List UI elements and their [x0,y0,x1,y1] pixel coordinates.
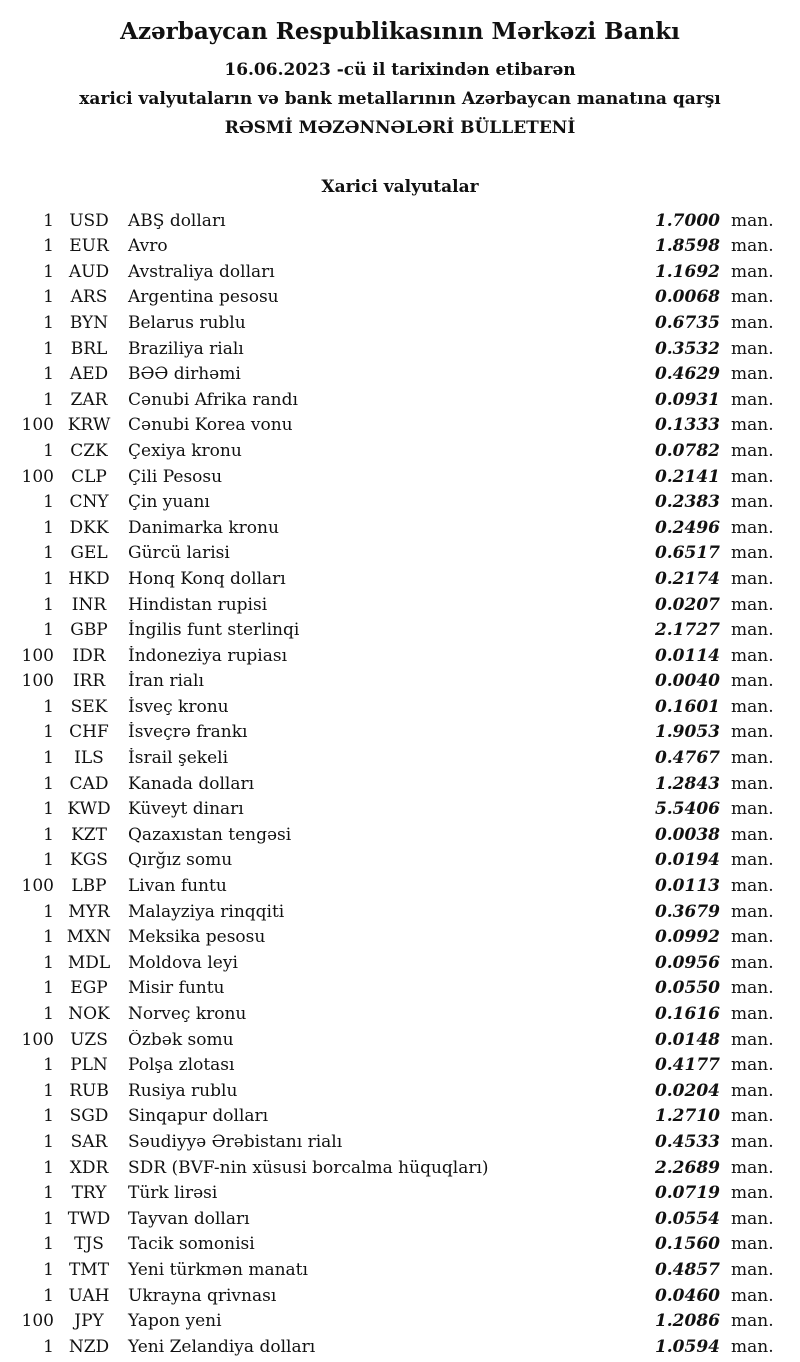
rate-quantity: 1 [43,1080,54,1101]
currency-code: MDL [67,952,111,973]
currency-name: Qazaxıstan tengəsi [128,824,292,845]
currency-name: Moldova leyi [128,952,238,973]
currency-code: KWD [67,799,111,820]
rate-row [14,492,772,518]
unit-label: man. [731,261,774,282]
unit-label: man. [731,671,774,692]
currency-code: CHF [69,722,109,743]
unit-label: man. [731,1336,774,1357]
rate-row [14,953,772,979]
unit-label: man. [731,773,774,794]
currency-code: ZAR [70,389,108,410]
unit-label: man. [731,850,774,871]
unit-label: man. [731,312,774,333]
currency-code: CNY [69,492,109,513]
rate-value: 2.2689 [654,1157,720,1178]
rate-row [14,671,772,697]
rate-quantity: 1 [43,978,54,999]
rate-row [14,722,772,748]
rate-quantity: 1 [43,1055,54,1076]
rate-quantity: 1 [43,1336,54,1357]
currency-name: Yapon yeni [128,1311,222,1332]
rate-quantity: 100 [21,645,54,666]
rate-row [14,1209,772,1235]
unit-label: man. [731,543,774,564]
currency-code: IDR [72,645,106,666]
rate-row [14,1260,772,1286]
rate-quantity: 1 [43,492,54,513]
unit-label: man. [731,876,774,897]
rate-row [14,850,772,876]
unit-label: man. [731,799,774,820]
unit-label: man. [731,594,774,615]
rate-quantity: 1 [43,1285,54,1306]
unit-label: man. [731,1131,774,1152]
currency-code: SAR [70,1131,108,1152]
rate-value: 0.0782 [654,440,720,461]
rate-quantity: 1 [43,927,54,948]
currency-name: İngilis funt sterlinqi [128,620,300,641]
currency-code: EUR [69,236,109,257]
currency-name: Belarus rublu [128,312,246,333]
currency-name: Meksika pesosu [128,927,266,948]
currency-code: SEK [70,696,108,717]
rate-quantity: 1 [43,1259,54,1280]
rate-value: 0.6735 [654,312,720,333]
rate-quantity: 1 [43,338,54,359]
currency-name: Çexiya kronu [128,440,242,461]
currency-name: Səudiyyə Ərəbistanı rialı [128,1131,343,1152]
rate-value: 1.2086 [654,1311,720,1332]
rate-value: 5.5406 [654,799,720,820]
currency-name: Misir funtu [128,978,225,999]
bulletin-header [0,18,800,143]
rate-quantity: 1 [43,1234,54,1255]
rates-table [0,209,800,1362]
currency-name: Kanada dolları [128,773,255,794]
currency-name: İsveçrə frankı [128,722,248,743]
rate-quantity: 1 [43,1131,54,1152]
rate-row [14,339,772,365]
currency-code: KZT [71,824,107,845]
unit-label: man. [731,1208,774,1229]
currency-name: Tacik somonisi [128,1234,255,1255]
currency-code: SGD [69,1106,109,1127]
unit-label: man. [731,1004,774,1024]
currency-code: GBP [70,620,108,641]
currency-name: Argentina pesosu [128,287,279,308]
currency-code: ILS [74,748,104,769]
rate-value: 0.0956 [654,952,720,973]
currency-code: INR [71,594,107,615]
subject-line: xarici valyutaların və bank metallarının Azərbaycan manatına qarşı [79,88,721,109]
rate-quantity: 1 [43,901,54,922]
rate-quantity: 1 [43,517,54,538]
rate-row [14,799,772,825]
rate-row [14,620,772,646]
rate-value: 0.4533 [654,1131,720,1152]
rate-quantity: 100 [21,671,54,692]
rate-quantity: 1 [43,210,54,231]
rate-value: 0.0931 [654,389,720,410]
rate-row [14,1234,772,1260]
unit-label: man. [731,338,774,359]
rate-row [14,211,772,237]
rate-quantity: 1 [43,696,54,717]
unit-label: man. [731,901,774,922]
rate-quantity: 1 [43,568,54,589]
currency-code: DKK [69,517,109,538]
rate-quantity: 1 [43,952,54,973]
unit-label: man. [731,620,774,641]
unit-label: man. [731,517,774,538]
currency-name: ABŞ dolları [128,210,226,231]
currency-name: Türk lirəsi [128,1183,218,1204]
rate-value: 1.8598 [654,236,720,257]
rate-value: 1.2710 [654,1106,720,1127]
rate-value: 0.2383 [654,492,720,513]
currency-name: Ukrayna qrivnası [128,1285,277,1306]
rate-row [14,1081,772,1107]
rate-row [14,646,772,672]
currency-name: Sinqapur dolları [128,1106,269,1127]
rate-quantity: 1 [43,364,54,385]
rate-value: 1.9053 [654,722,720,743]
currency-name: SDR (BVF-nin xüsusi borcalma hüquqları) [128,1157,489,1178]
rate-quantity: 1 [43,1157,54,1178]
rate-quantity: 1 [43,389,54,410]
currency-code: ARS [70,287,108,308]
currency-code: RUB [69,1080,109,1101]
rate-row [14,543,772,569]
currency-name: Küveyt dinarı [128,799,244,820]
currency-code: LBP [71,876,107,897]
rate-value: 0.0068 [654,287,720,308]
rate-row [14,595,772,621]
rate-quantity: 1 [43,773,54,794]
currency-name: Cənubi Afrika randı [128,389,298,410]
rate-row [14,1183,772,1209]
currency-code: BRL [70,338,108,359]
unit-label: man. [731,236,774,257]
currency-code: XDR [69,1157,109,1178]
unit-label: man. [731,466,774,487]
rate-value: 0.0040 [654,671,720,692]
unit-label: man. [731,748,774,769]
rate-value: 0.0114 [654,645,720,666]
currency-code: KRW [67,415,111,436]
date-line: 16.06.2023 -cü il tarixindən etibarən [224,59,576,80]
currency-name: Avstraliya dolları [128,261,275,282]
rate-quantity: 1 [43,824,54,845]
rate-value: 0.0148 [654,1029,720,1050]
rate-row [14,1004,772,1030]
rate-value: 0.2496 [654,517,720,538]
rate-quantity: 1 [43,1183,54,1204]
currency-code: NOK [68,1004,110,1024]
currency-code: TJS [74,1234,104,1255]
rate-row [14,927,772,953]
rate-value: 0.0194 [654,850,720,871]
rate-row [14,569,772,595]
rate-row [14,978,772,1004]
unit-label: man. [731,1055,774,1076]
rate-quantity: 1 [43,312,54,333]
rate-quantity: 1 [43,799,54,820]
rate-row [14,902,772,928]
currency-name: Cənubi Korea vonu [128,415,293,436]
unit-label: man. [731,1106,774,1127]
currency-name: İran rialı [128,671,204,692]
currency-name: Honq Konq dolları [128,568,286,589]
currency-code: TMT [68,1259,110,1280]
rate-quantity: 1 [43,1208,54,1229]
unit-label: man. [731,1259,774,1280]
rate-quantity: 1 [43,543,54,564]
rate-quantity: 1 [43,620,54,641]
currency-code: CLP [71,466,107,487]
rate-row [14,262,772,288]
unit-label: man. [731,722,774,743]
rate-row [14,1132,772,1158]
rate-value: 0.0207 [654,594,720,615]
rate-quantity: 1 [43,722,54,743]
currency-code: HKD [68,568,110,589]
currency-name: Çin yuanı [128,492,210,513]
rate-value: 2.1727 [654,620,720,641]
unit-label: man. [731,645,774,666]
currency-name: Livan funtu [128,876,227,897]
rate-value: 0.4629 [654,364,720,385]
rate-row [14,1030,772,1056]
unit-label: man. [731,1234,774,1255]
rate-row [14,236,772,262]
rate-value: 0.1560 [654,1234,720,1255]
rate-row [14,1286,772,1312]
rate-value: 0.6517 [654,543,720,564]
rate-row [14,697,772,723]
rate-quantity: 1 [43,236,54,257]
rate-value: 0.0554 [654,1208,720,1229]
rate-value: 1.2843 [654,773,720,794]
rate-quantity: 100 [21,876,54,897]
unit-label: man. [731,1157,774,1178]
rate-quantity: 1 [43,261,54,282]
currency-name: Avro [128,236,168,257]
unit-label: man. [731,364,774,385]
currency-code: UZS [70,1029,108,1050]
rate-row [14,313,772,339]
rate-row [14,1055,772,1081]
rate-row [14,1158,772,1184]
rate-value: 0.4857 [654,1259,720,1280]
unit-label: man. [731,568,774,589]
rate-row [14,1311,772,1337]
rate-value: 0.2141 [654,466,720,487]
currency-name: İndoneziya rupiası [128,645,288,666]
bulletin-title: RƏSMİ MƏZƏNNƏLƏRİ BÜLLETENİ [224,117,576,138]
unit-label: man. [731,1029,774,1050]
rate-row [14,364,772,390]
rate-row [14,287,772,313]
unit-label: man. [731,1183,774,1204]
rate-quantity: 100 [21,466,54,487]
rate-value: 0.0719 [654,1183,720,1204]
rate-row [14,441,772,467]
currency-code: CZK [70,440,108,461]
currency-name: Rusiya rublu [128,1080,238,1101]
rate-row [14,748,772,774]
rate-row [14,1106,772,1132]
currency-code: EGP [70,978,108,999]
currency-name: Malayziya rinqqiti [128,901,285,922]
currency-code: GEL [70,543,108,564]
unit-label: man. [731,440,774,461]
rate-value: 0.0204 [654,1080,720,1101]
rate-value: 0.3532 [654,338,720,359]
rate-value: 0.0992 [654,927,720,948]
unit-label: man. [731,415,774,436]
currency-name: Danimarka kronu [128,517,279,538]
rate-quantity: 1 [43,287,54,308]
rate-row [14,825,772,851]
currency-code: USD [69,210,109,231]
rate-quantity: 100 [21,1311,54,1332]
rate-row [14,467,772,493]
currency-code: BYN [69,312,109,333]
rate-value: 0.3679 [654,901,720,922]
currency-code: NZD [68,1336,110,1357]
rate-row [14,774,772,800]
rate-value: 0.0550 [654,978,720,999]
unit-label: man. [731,492,774,513]
rate-value: 0.0038 [654,824,720,845]
currency-name: Braziliya rialı [128,338,244,359]
rate-value: 0.0460 [654,1285,720,1306]
currency-code: JPY [74,1311,104,1332]
currency-name: Gürcü larisi [128,543,230,564]
currency-code: MXN [66,927,112,948]
currency-code: CAD [69,773,109,794]
unit-label: man. [731,210,774,231]
currency-name: Hindistan rupisi [128,594,268,615]
rate-value: 1.1692 [654,261,720,282]
currency-name: Norveç kronu [128,1004,247,1024]
rate-value: 0.2174 [654,568,720,589]
rate-row [14,1337,772,1362]
bank-title: Azərbaycan Respublikasının Mərkəzi Bankı [120,18,680,45]
rate-value: 0.4177 [654,1055,720,1076]
currency-code: KGS [70,850,108,871]
currency-name: İsrail şekeli [128,748,228,769]
rate-quantity: 1 [43,1106,54,1127]
currency-code: UAH [68,1285,110,1306]
rate-value: 0.4767 [654,748,720,769]
unit-label: man. [731,1285,774,1306]
rate-value: 0.0113 [654,876,720,897]
rate-quantity: 100 [21,1029,54,1050]
currency-name: Polşa zlotası [128,1055,235,1076]
rate-value: 0.1601 [654,696,720,717]
rate-value: 0.1333 [654,415,720,436]
currency-name: İsveç kronu [128,696,229,717]
rate-quantity: 100 [21,415,54,436]
currency-code: AUD [68,261,110,282]
currency-name: Yeni Zelandiya dolları [128,1336,316,1357]
currency-name: Qırğız somu [128,850,233,871]
unit-label: man. [731,696,774,717]
unit-label: man. [731,1080,774,1101]
currency-code: IRR [72,671,106,692]
rate-quantity: 1 [43,1004,54,1024]
rate-row [14,415,772,441]
currency-name: BƏƏ dirhəmi [128,364,241,385]
rate-quantity: 1 [43,594,54,615]
rate-quantity: 1 [43,850,54,871]
section-title: Xarici valyutalar [321,176,479,197]
rate-value: 1.7000 [654,210,720,231]
unit-label: man. [731,927,774,948]
currency-name: Yeni türkmən manatı [128,1259,308,1280]
unit-label: man. [731,1311,774,1332]
rate-row [14,390,772,416]
unit-label: man. [731,824,774,845]
currency-name: Tayvan dolları [128,1208,250,1229]
unit-label: man. [731,952,774,973]
currency-code: AED [69,364,109,385]
rate-quantity: 1 [43,748,54,769]
currency-code: MYR [68,901,110,922]
currency-name: Özbək somu [128,1029,234,1050]
unit-label: man. [731,978,774,999]
rate-row [14,518,772,544]
currency-code: TWD [67,1208,111,1229]
rate-quantity: 1 [43,440,54,461]
unit-label: man. [731,287,774,308]
currency-code: PLN [70,1055,108,1076]
currency-code: TRY [71,1183,107,1204]
rate-row [14,876,772,902]
rate-value: 1.0594 [654,1336,720,1357]
unit-label: man. [731,389,774,410]
rate-value: 0.1616 [654,1004,720,1024]
currency-name: Çili Pesosu [128,466,223,487]
